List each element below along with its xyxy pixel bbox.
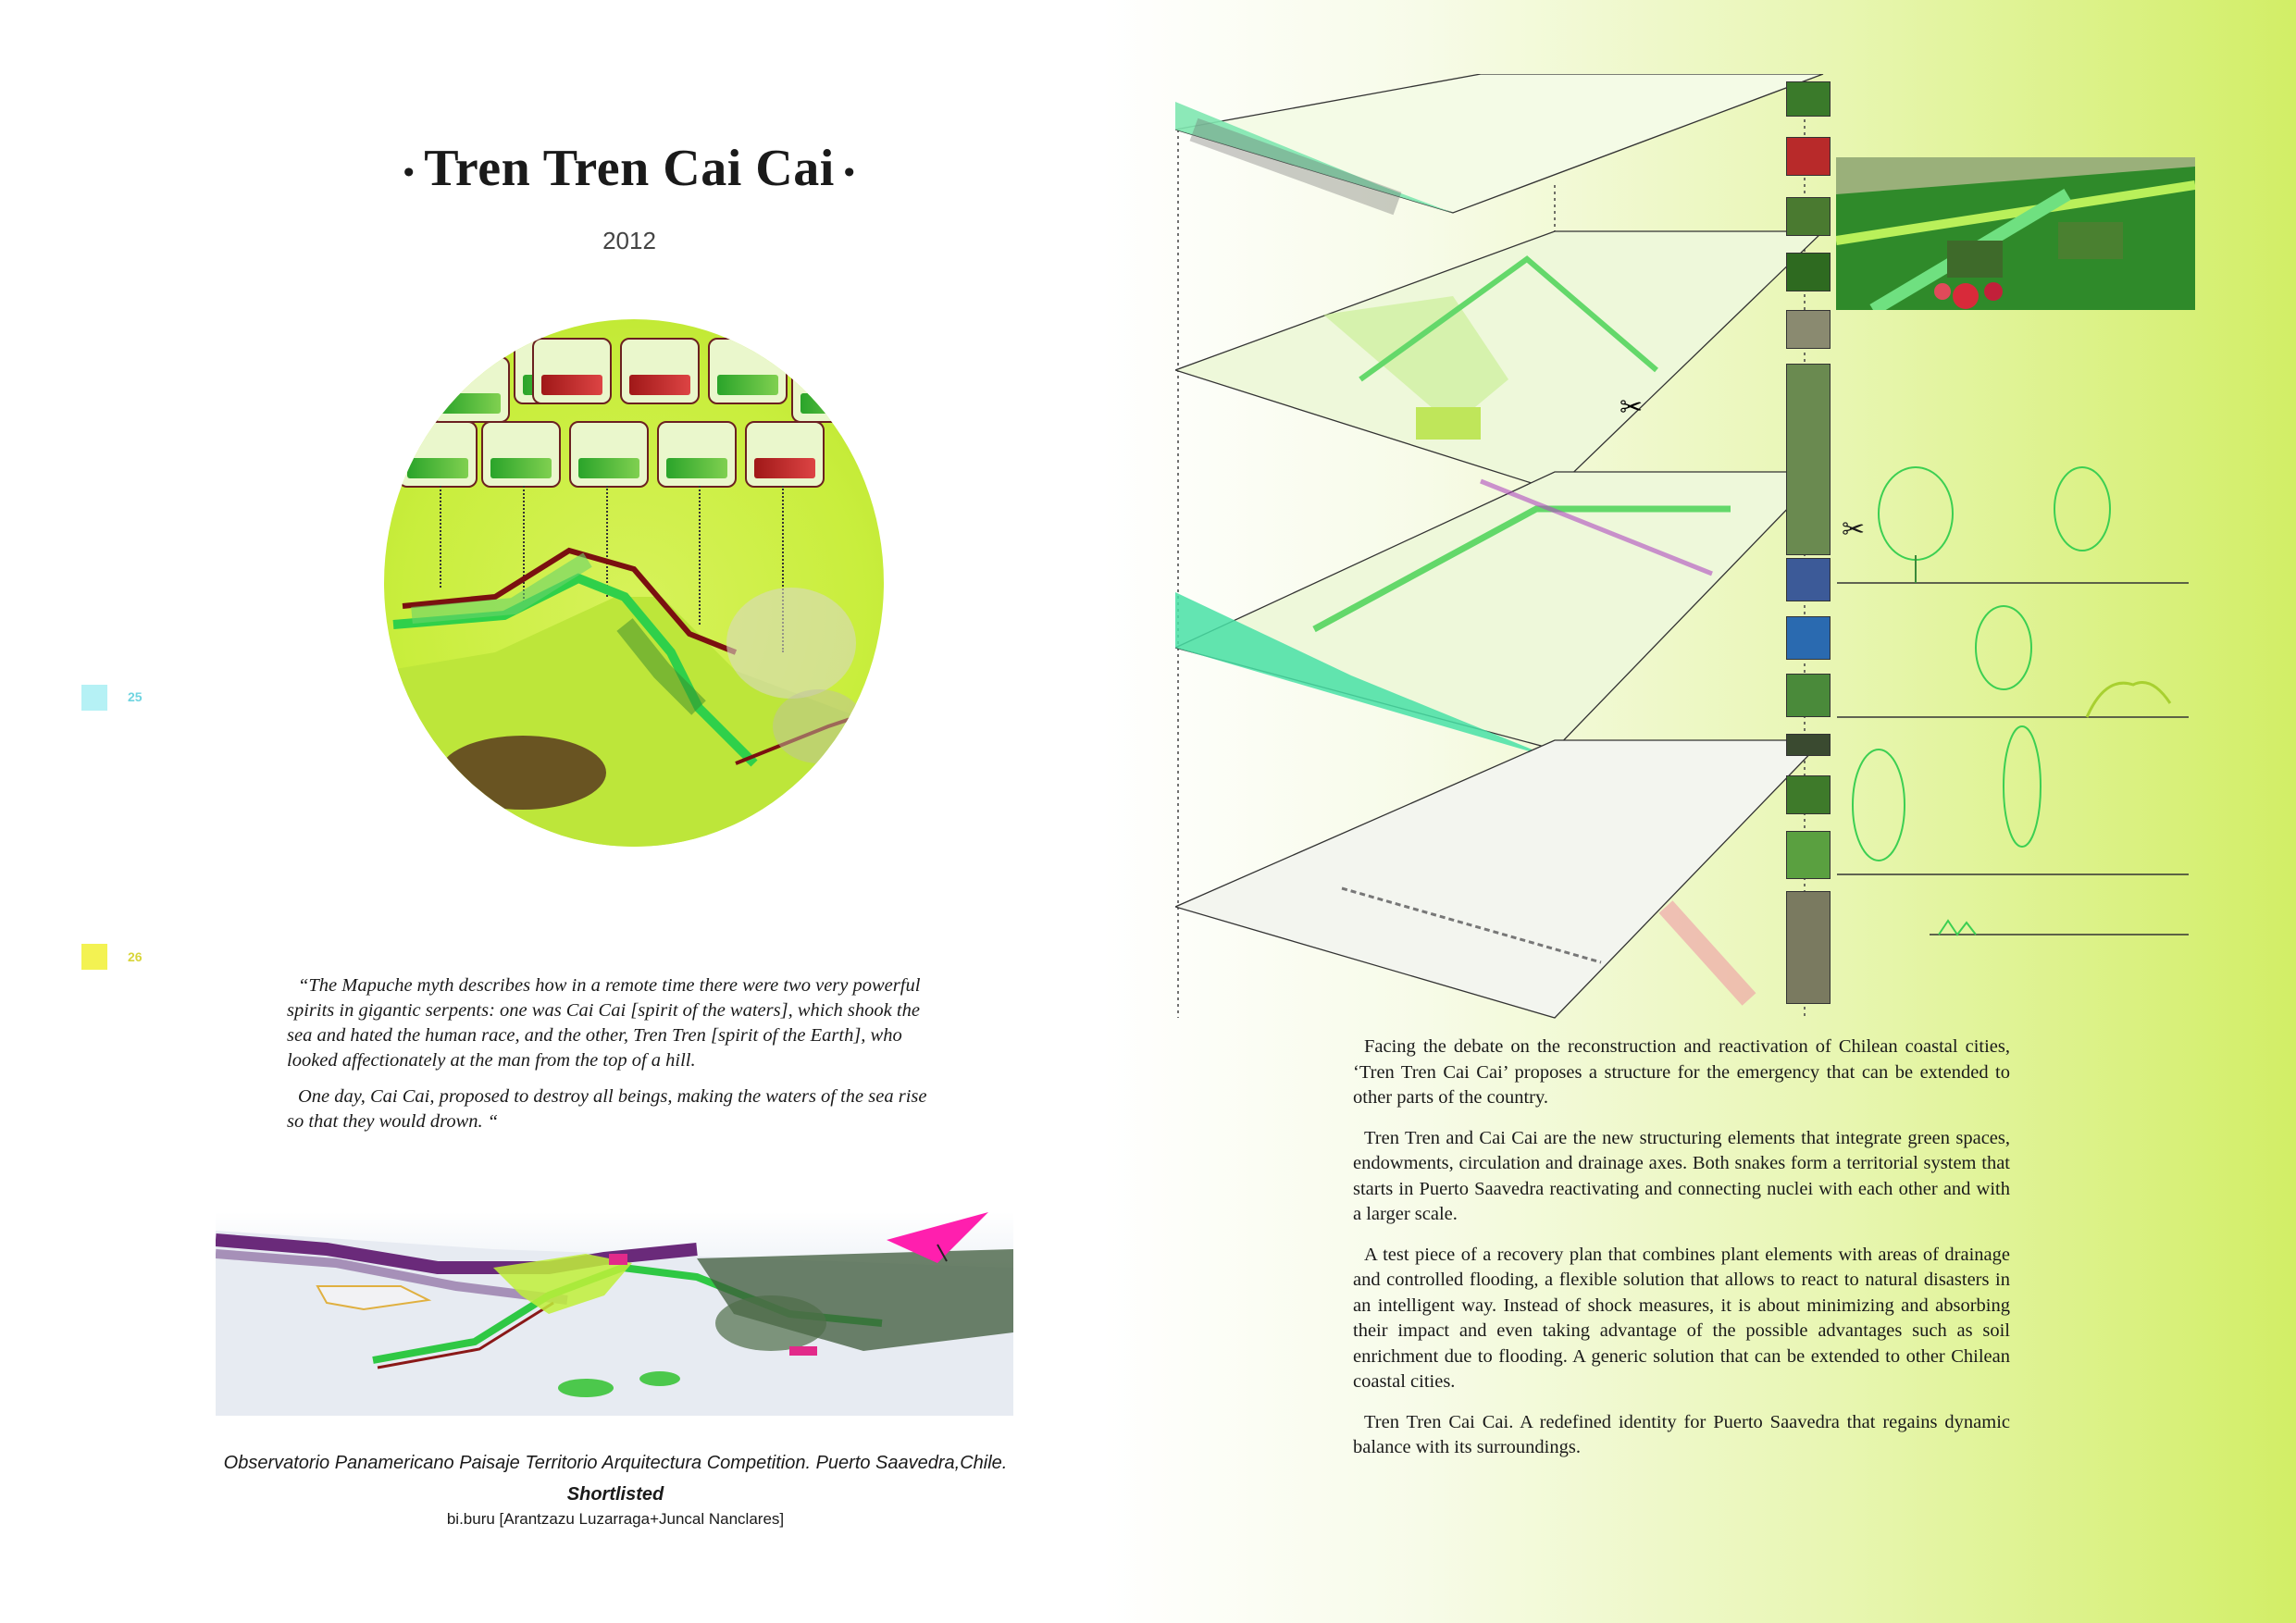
page-title xyxy=(352,139,907,198)
description-paragraph: Facing the debate on the reconstruction and reactivation of Chilean coastal cities, ‘Tren Tren Cai Cai’ proposes a structure for the emergency that can be extended to other parts of the country. xyxy=(1353,1036,2010,1108)
project-year: 2012 xyxy=(602,227,656,254)
aerial-landscape-photo xyxy=(1836,157,2195,310)
aerial-panorama-render xyxy=(216,1212,1013,1416)
authors-credit: bi.buru [Arantzazu Luzarraga+Juncal Nanclares] xyxy=(446,1510,785,1528)
hang-glider-icon xyxy=(882,1212,993,1272)
quote-paragraph: One day, Cai Cai, proposed to destroy all beings, making the waters of the sea rise so that they would drown. “ xyxy=(287,1086,927,1132)
title-text: Tren Tren Cai Cai xyxy=(424,140,835,197)
page-number: 26 xyxy=(128,949,143,964)
thumbnail-photo xyxy=(1786,891,1831,1004)
aerial-photo-drawing xyxy=(1836,157,2195,310)
project-description xyxy=(1353,1035,2010,1476)
thumbnail-photo xyxy=(1786,616,1831,660)
circular-site-map xyxy=(384,319,884,847)
description-paragraph: Tren Tren and Cai Cai are the new structuring elements that integrate green spaces, endowments, circulation and drainage axes. Both snakes form a territorial system that starts in Puerto Saavedra reactivating and connecting nuclei with each other and with a larger scale. xyxy=(1353,1127,2010,1224)
description-paragraph: Tren Tren Cai Cai. A redefined identity for Puerto Saavedra that regains dynamic balance with its surroundings. xyxy=(1353,1411,2010,1457)
thumbnail-photo xyxy=(1786,310,1831,349)
page-number: 25 xyxy=(128,689,143,704)
landscape-sections xyxy=(1837,463,2189,962)
myth-quote xyxy=(287,973,944,1146)
section-drawings xyxy=(1837,463,2189,962)
thumbnail-photo xyxy=(1786,831,1831,879)
thumbnail-photo xyxy=(1786,364,1831,555)
thumbnail-photo xyxy=(1786,558,1831,601)
shortlisted-label: Shortlisted xyxy=(566,1484,664,1505)
scissors-icon: ✂ xyxy=(1620,391,1644,424)
quote-paragraph: “The Mapuche myth describes how in a remote time there were two very powerful spirits in gigantic serpents: one was Cai Cai [spirit of the waters], which shook the sea and hated the human race, and the other, Tren Tren [spirit of the Earth], who looked affectionately at the man from the top of a hill. xyxy=(287,975,921,1071)
site-plan-drawing xyxy=(384,319,884,847)
thumbnail-photo xyxy=(1786,253,1831,291)
title-dot-left: • xyxy=(403,155,416,191)
thumbnail-photo xyxy=(1786,674,1831,717)
title-dot-right: • xyxy=(843,155,856,191)
competition-credit: Observatorio Panamericano Paisaje Territorio Arquitectura Competition. Puerto Saavedra,Chile. xyxy=(223,1453,1008,1473)
thumbnail-photo xyxy=(1786,734,1831,756)
photo-strip xyxy=(1786,81,1832,1025)
scissors-icon: ✂ xyxy=(1842,514,1866,546)
thumbnail-photo xyxy=(1786,81,1831,117)
page-marker-swatch xyxy=(81,685,107,711)
page-marker-swatch xyxy=(81,944,107,970)
axonometric-layer-diagram xyxy=(1175,74,1851,1027)
axonometric-drawing xyxy=(1175,74,1851,1027)
thumbnail-photo xyxy=(1786,775,1831,814)
description-paragraph: A test piece of a recovery plan that combines plant elements with areas of drainage and controlled flooding, a flexible solution that allows to react to natural disasters in an intelligent way. Instead of shock measures, it is about minimizing and absorbing their impact and even taking advantage of the possible advantages such as soil enrichment due to flooding. A generic solution that can be extended to other Chilean coastal cities. xyxy=(1353,1244,2010,1392)
thumbnail-photo xyxy=(1786,197,1831,236)
thumbnail-photo xyxy=(1786,137,1831,176)
